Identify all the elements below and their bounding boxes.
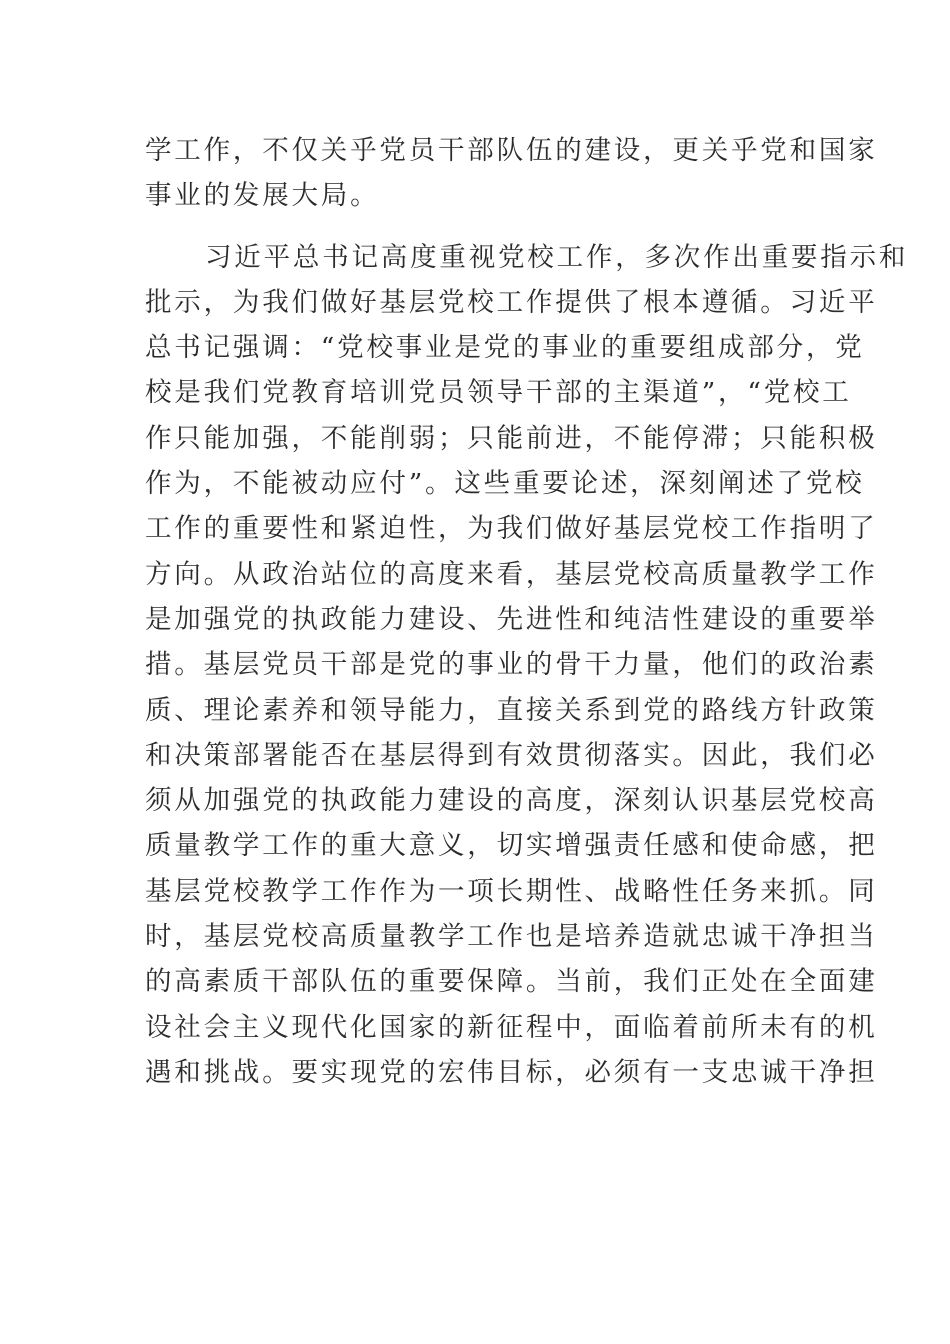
text-line: 工作的重要性和紧迫性，为我们做好基层党校工作指明了 [145, 513, 878, 545]
text-line: 和决策部署能否在基层得到有效贯彻落实。因此，我们必 [145, 739, 878, 771]
text-line: 总书记强调：“党校事业是党的事业的重要组成部分，党 [145, 332, 865, 364]
text-line: 事业的发展大局。 [145, 180, 380, 212]
paragraph-spacing [145, 219, 817, 235]
text-line: 须从加强党的执政能力建设的高度，深刻认识基层党校高 [145, 785, 878, 817]
text-line: 质、理论素养和领导能力，直接关系到党的路线方针政策 [145, 694, 878, 726]
paragraph-1 [145, 128, 878, 219]
text-line: 措。基层党员干部是党的事业的骨干力量，他们的政治素 [145, 649, 878, 681]
paragraph-2 [145, 235, 909, 1096]
text-line: 校是我们党教育培训党员领导干部的主渠道”，“党校工 [145, 377, 852, 409]
text-line: 的高素质干部队伍的重要保障。当前，我们正处在全面建 [145, 966, 878, 998]
text-line: 基层党校教学工作作为一项长期性、战略性任务来抓。同 [145, 875, 878, 907]
text-line: 方向。从政治站位的高度来看，基层党校高质量教学工作 [145, 558, 878, 590]
body-text [145, 128, 909, 1095]
text-line: 习近平总书记高度重视党校工作，多次作出重要指示和 [205, 241, 909, 273]
text-line: 时，基层党校高质量教学工作也是培养造就忠诚干净担当 [145, 921, 878, 953]
text-line: 质量教学工作的重大意义，切实增强责任感和使命感，把 [145, 830, 878, 862]
text-line: 设社会主义现代化国家的新征程中，面临着前所未有的机 [145, 1011, 878, 1043]
text-line: 批示，为我们做好基层党校工作提供了根本遵循。习近平 [145, 286, 878, 318]
text-line: 学工作，不仅关乎党员干部队伍的建设，更关乎党和国家 [145, 135, 878, 166]
text-line: 是加强党的执政能力建设、先进性和纯洁性建设的重要举 [145, 603, 878, 635]
text-line: 作只能加强，不能削弱；只能前进，不能停滞；只能积极 [145, 422, 878, 454]
text-line: 遇和挑战。要实现党的宏伟目标，必须有一支忠诚干净担 [145, 1056, 878, 1088]
text-line: 作为，不能被动应付”。这些重要论述，深刻阐述了党校 [145, 468, 865, 500]
